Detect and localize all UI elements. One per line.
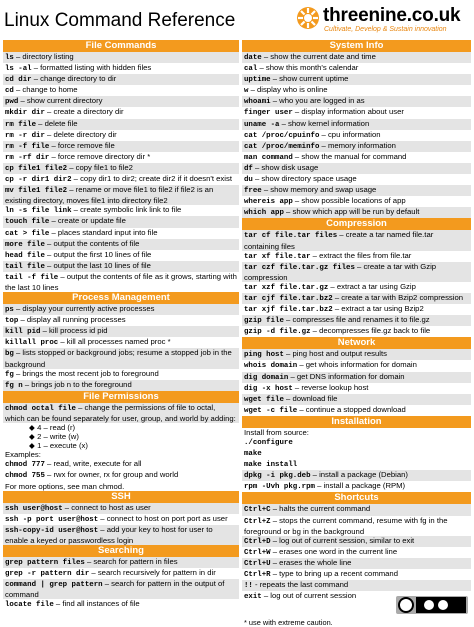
command-row: [3, 514, 239, 525]
section-title: Shortcuts: [242, 492, 471, 504]
command-row: [3, 557, 239, 568]
command-row: [3, 174, 239, 185]
section-title: File Commands: [3, 40, 239, 52]
bullet-icon: ◆: [29, 441, 38, 451]
install-step: [242, 448, 471, 459]
description: – extract the files from file.tar: [310, 250, 412, 260]
command: mkdir dir: [5, 109, 45, 118]
install-step: [242, 437, 471, 448]
description: – cpu information: [319, 129, 381, 139]
description: – log out of current session, similar to exit: [270, 535, 415, 545]
description: – search for pattern in the output of command: [5, 579, 225, 600]
description: – rename or move file1 to file2 if file2 is an existing directory, moves file1 into directory file2: [5, 185, 214, 206]
section-body: [3, 403, 239, 423]
command: cal: [244, 65, 258, 74]
command: tar xf file.tar: [244, 252, 311, 261]
page-title: Linux Command Reference: [4, 10, 236, 31]
command-row: [3, 599, 239, 610]
command-row: [242, 569, 471, 580]
command: finger user: [244, 109, 293, 118]
command-row: [242, 63, 471, 74]
command-row: [242, 119, 471, 130]
section-title: Searching: [3, 545, 239, 557]
description: – force remove file: [49, 140, 115, 150]
description: – type to bring up a recent command: [270, 569, 398, 579]
section-title: Compression: [242, 218, 471, 230]
command-row: [242, 74, 471, 85]
command-row: [242, 304, 471, 315]
command: ls: [5, 54, 14, 62]
command: top: [5, 317, 19, 326]
cc-license-icon: [416, 597, 466, 613]
command: !!: [244, 582, 253, 591]
description: – get whois information for domain: [297, 360, 417, 370]
command-row: [3, 261, 239, 272]
right-column: [242, 40, 471, 627]
command: grep pattern files: [5, 559, 85, 568]
command: chmod 755: [5, 472, 45, 481]
command: fg: [5, 370, 14, 379]
command: wget file: [244, 395, 284, 404]
cc-logo-icon: [398, 597, 414, 613]
description: – install a package (RPM): [314, 481, 406, 491]
bullet-item: [3, 441, 239, 450]
description: – create or update file: [49, 216, 126, 226]
command: ls -al: [5, 65, 32, 74]
command: wget -c file: [244, 406, 298, 415]
header: [0, 0, 474, 40]
command: cat /proc/meminfo: [244, 142, 320, 151]
command: tail file: [5, 262, 45, 271]
command: kill pid: [5, 328, 41, 337]
bullet-item: [3, 423, 239, 432]
description: – show kernel information: [279, 118, 370, 128]
creative-commons-badge: [396, 596, 468, 614]
command: tar czf file.tar.gz files: [244, 263, 355, 272]
description: – halts the current command: [270, 504, 371, 514]
command: dig domain: [244, 373, 289, 382]
description: – rwx for owner, rx for group and world: [44, 470, 179, 480]
example-row: [3, 470, 239, 481]
description: – create symbolic link link to file: [71, 205, 182, 215]
description: – install a package (Debian): [310, 470, 408, 480]
command: exit: [244, 593, 262, 602]
command-row: [3, 141, 239, 152]
logo-mark-icon: [296, 6, 320, 30]
command-row: [242, 372, 471, 383]
command-row: [3, 315, 239, 326]
description: – delete directory dir: [44, 129, 117, 139]
section-installation: [242, 416, 471, 493]
command-row: [242, 547, 471, 558]
command: tail -f file: [5, 273, 59, 282]
section-system-info: [242, 40, 471, 218]
command: chmod octal file: [5, 404, 76, 413]
bullet-text: 1 – execute (x): [37, 441, 88, 451]
description: – log out of current session: [261, 591, 357, 601]
command: whois domain: [244, 362, 298, 371]
command: du: [244, 176, 253, 185]
section-file-permissions: [3, 391, 239, 491]
command-row: [242, 207, 471, 218]
command-row: [242, 580, 471, 591]
command: tar cf file.tar files: [244, 232, 338, 241]
command-row: [3, 163, 239, 174]
bullet-text: 2 – write (w): [37, 432, 79, 442]
section-title: Installation: [242, 416, 471, 428]
command: w: [244, 87, 249, 96]
command-row: [242, 85, 471, 96]
command-row: [3, 107, 239, 118]
command: grep -r pattern dir: [5, 570, 90, 579]
command: cp file1 file2: [5, 164, 68, 173]
description: – extract a tar using Gzip: [328, 281, 416, 291]
command: Ctrl+R: [244, 571, 271, 580]
command-row: [242, 107, 471, 118]
description: – decompresses file.gz back to file: [310, 326, 431, 336]
command: cat /proc/cpuinfo: [244, 131, 320, 140]
command-row: [242, 230, 471, 250]
command: mv file1 file2: [5, 187, 68, 196]
command-row: [3, 503, 239, 514]
description: – kill all processes named proc *: [58, 337, 171, 347]
description: – reverse lookup host: [292, 382, 369, 392]
description: – lists stopped or background jobs; resume a stopped job in the background: [5, 348, 232, 369]
logo: [296, 4, 472, 38]
command-row: [242, 163, 471, 174]
command-row: [3, 130, 239, 141]
permission-bullets: [3, 423, 239, 450]
command-row: [242, 349, 471, 360]
section-ssh: [3, 491, 239, 545]
command-row: [3, 119, 239, 130]
install-step: [242, 459, 471, 470]
description: – create a tar with Bzip2 compression: [332, 292, 464, 302]
command-row: [3, 579, 239, 599]
command: Ctrl+W: [244, 548, 271, 557]
command: command | grep pattern: [5, 581, 103, 590]
description: – formatted listing with hidden files: [31, 63, 152, 73]
section-body: [3, 304, 239, 391]
command-row: [242, 196, 471, 207]
description: – compresses file and renames it to file.gz: [283, 315, 430, 325]
description: – display information about user: [292, 107, 404, 117]
description: – output the first 10 lines of file: [44, 249, 152, 259]
more-options: For more options, see man chmod.: [5, 481, 125, 491]
description: – change directory to dir: [31, 74, 117, 84]
section-body: [242, 349, 471, 416]
description: – search for pattern in files: [84, 557, 178, 567]
command: bg: [5, 350, 14, 359]
section-searching: [3, 545, 239, 610]
section-title: Network: [242, 337, 471, 349]
command-row: [242, 405, 471, 416]
section-file-commands: [3, 40, 239, 292]
command-row: [3, 205, 239, 216]
command: make install: [244, 461, 298, 470]
command-row: [242, 282, 471, 293]
command: gzip -d file.gz: [244, 328, 311, 337]
section-body: [3, 52, 239, 292]
command: ps: [5, 306, 14, 315]
command-row: [3, 63, 239, 74]
command: df: [244, 164, 253, 173]
command-row: [3, 250, 239, 261]
command-row: [242, 174, 471, 185]
command-row: [3, 52, 239, 63]
description: – kill process id pid: [40, 326, 108, 336]
description: – show directory space usage: [252, 174, 357, 184]
description: - repeats the last command: [252, 580, 349, 590]
command: touch file: [5, 218, 50, 227]
section-title: System Info: [242, 40, 471, 52]
command: tar cjf file.tar.bz2: [244, 294, 333, 303]
description: – add your key to host for user to enable a keyed or passwordless login: [5, 524, 213, 545]
command: ping host: [244, 351, 284, 360]
description: – display all running processes: [18, 315, 126, 325]
description: – connect to host on port port as user: [98, 513, 228, 523]
description: – ping host and output results: [283, 349, 387, 359]
command-row: [3, 228, 239, 239]
command: locate file: [5, 601, 54, 610]
command-row: [242, 326, 471, 337]
command-row: [242, 558, 471, 569]
description: – find all instances of file: [53, 599, 140, 609]
section-title: SSH: [3, 491, 239, 503]
command-row: [242, 262, 471, 282]
section-body: [3, 557, 239, 610]
command: man command: [244, 153, 293, 162]
command: uname -a: [244, 120, 280, 129]
command-row: [242, 504, 471, 515]
command-row: [242, 383, 471, 394]
command: rm file: [5, 120, 37, 129]
description: – change to home: [13, 85, 78, 95]
description: – download file: [283, 393, 338, 403]
section-body: [3, 503, 239, 545]
section-title: Process Management: [3, 292, 239, 304]
section-body: [242, 504, 471, 602]
section-shortcuts: [242, 492, 471, 602]
command: Ctrl+D: [244, 537, 271, 546]
command-row: [3, 369, 239, 380]
description: – change the permissions of file to octal, which can be found separately for user, group, and world by adding:: [5, 402, 236, 423]
section-process-management: [3, 292, 239, 391]
description: – who you are logged in as: [270, 96, 365, 106]
description: – delete file: [36, 118, 78, 128]
command: more file: [5, 240, 45, 249]
command: ssh user@host: [5, 504, 63, 513]
description: – extract a tar using Bzip2: [332, 304, 424, 314]
command: dig -x host: [244, 384, 293, 393]
command-row: [242, 481, 471, 492]
bullet-item: [3, 432, 239, 441]
command-row: [242, 52, 471, 63]
command: Ctrl+C: [244, 506, 271, 515]
description: – show the current date and time: [261, 52, 376, 61]
description: – show possible locations of app: [292, 196, 406, 206]
description: – search recursively for pattern in dir: [89, 568, 216, 578]
command: Ctrl+Z: [244, 517, 271, 526]
command-row: [3, 152, 239, 163]
description: – copy file1 to file2: [67, 162, 133, 172]
command: fg n: [5, 381, 23, 390]
section-body: [242, 230, 471, 337]
description: – places standard input into file: [49, 227, 158, 237]
command-row: [242, 251, 471, 262]
command: free: [244, 187, 262, 196]
description: – show the manual for command: [292, 151, 407, 161]
command-row: [242, 360, 471, 371]
description: – show which app will be run by default: [283, 207, 420, 217]
description: – get DNS information for domain: [288, 371, 405, 381]
command: ssh-copy-id user@host: [5, 526, 99, 535]
command: tar xzf file.tar.gz: [244, 283, 329, 292]
description: – connect to host as user: [62, 502, 151, 512]
command-row: [3, 304, 239, 315]
command: dpkg -i pkg.deb: [244, 472, 311, 481]
command: gzip file: [244, 317, 284, 326]
description: – output the contents of file: [44, 238, 140, 248]
command: uptime: [244, 76, 271, 85]
description: – brings job n to the foreground: [22, 379, 132, 389]
command: cd: [5, 87, 14, 96]
command: whereis app: [244, 198, 293, 207]
command: Ctrl+U: [244, 559, 271, 568]
command: which app: [244, 209, 284, 218]
logo-tagline: Cultivate, Develop & Sustain innovation: [324, 26, 447, 33]
bullet-icon: ◆: [29, 423, 38, 432]
description: – show memory and swap usage: [261, 185, 377, 195]
description: – stops the current command, resume with fg in the foreground or bg in the background: [244, 515, 448, 536]
description: – continue a stopped download: [297, 404, 406, 414]
command: cd dir: [5, 76, 32, 85]
command-row: [242, 315, 471, 326]
description: – copy dir1 to dir2; create dir2 if it doesn't exist: [71, 174, 232, 184]
command-row: [3, 239, 239, 250]
command-row: [3, 337, 239, 348]
description: – erases the whole line: [270, 557, 352, 567]
description: – show disk usage: [252, 162, 319, 172]
description: – display your currently active processes: [13, 304, 155, 314]
description: – erases one word in the current line: [270, 546, 398, 556]
command-row: [3, 216, 239, 227]
description: – create a directory dir: [44, 107, 124, 117]
command-row: [3, 272, 239, 292]
command: cp -r dir1 dir2: [5, 176, 72, 185]
command: rm -rf dir: [5, 153, 50, 162]
command-row: [3, 568, 239, 579]
logo-name: threenine.co.uk: [323, 5, 461, 26]
description: – display who is online: [248, 85, 328, 95]
description: – memory information: [319, 140, 396, 150]
command: head file: [5, 251, 45, 260]
command-row: [242, 293, 471, 304]
description: – read, write, execute for all: [44, 459, 142, 469]
section-body: [242, 428, 471, 493]
description: – output the last 10 lines of file: [44, 260, 151, 270]
section-compression: [242, 218, 471, 337]
examples-label: Examples:: [5, 450, 41, 460]
cc-by-icon: [424, 600, 434, 610]
command-row: [242, 152, 471, 163]
command: pwd: [5, 98, 19, 107]
command: ssh -p port user@host: [5, 515, 99, 524]
description: – directory listing: [13, 52, 74, 61]
command-row: [3, 96, 239, 107]
command: rm -f file: [5, 142, 50, 151]
command: rpm -Uvh pkg.rpm: [244, 483, 315, 492]
section-title: File Permissions: [3, 391, 239, 403]
description: – output the contents of file as it grows, starting with the last 10 lines: [5, 271, 237, 292]
description: – show current uptime: [270, 74, 349, 84]
command: date: [244, 54, 262, 62]
command: whoami: [244, 98, 271, 107]
command-row: [242, 536, 471, 547]
command-row: [3, 525, 239, 545]
command-row: [3, 85, 239, 96]
command: ln -s file link: [5, 207, 72, 216]
command-row: [242, 516, 471, 536]
footnote: * use with extreme caution.: [244, 618, 333, 627]
section-network: [242, 337, 471, 416]
command-row: [242, 141, 471, 152]
cc-sa-icon: [438, 600, 448, 610]
command-row: [3, 348, 239, 368]
description: – create a tar named file.tar containing files: [244, 230, 434, 251]
command: cat > file: [5, 229, 50, 238]
description: – create a tar with Gzip compression: [244, 261, 437, 282]
description: – show current directory: [18, 96, 103, 106]
description: – force remove directory dir *: [49, 151, 151, 161]
left-column: [3, 40, 239, 611]
command-row: [242, 470, 471, 481]
command-row: [3, 185, 239, 205]
command: rm -r dir: [5, 131, 45, 140]
command: killall proc: [5, 339, 59, 348]
command-row: [3, 403, 239, 423]
command-row: [242, 96, 471, 107]
command-row: [242, 394, 471, 405]
bullet-icon: ◆: [29, 432, 38, 442]
command: tar xjf file.tar.bz2: [244, 306, 333, 315]
description: – show this month's calendar: [257, 63, 359, 73]
example-row: [3, 459, 239, 470]
command-row: [3, 380, 239, 391]
command-row: [3, 74, 239, 85]
command-row: [242, 130, 471, 141]
section-body: [242, 52, 471, 218]
command: chmod 777: [5, 461, 45, 470]
description: – brings the most recent job to foreground: [13, 368, 159, 378]
install-intro: Install from source:: [244, 427, 309, 437]
command: ./configure: [244, 439, 293, 447]
command: make: [244, 450, 262, 459]
bullet-text: 4 – read (r): [37, 423, 76, 432]
command-row: [242, 185, 471, 196]
command-row: [3, 326, 239, 337]
